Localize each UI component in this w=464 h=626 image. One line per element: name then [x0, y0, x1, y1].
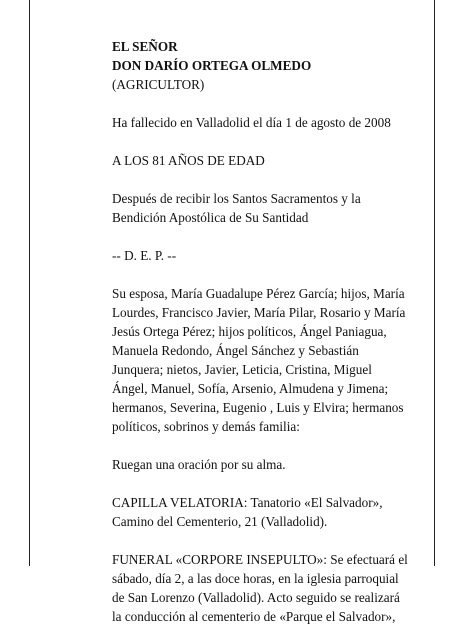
deceased-occupation: (AGRICULTOR)	[112, 77, 205, 92]
sacraments-line-2: Bendición Apostólica de Su Santidad	[112, 210, 309, 225]
funeral-line: la conducción al cementerio de «Parque el Salvador»,	[112, 609, 396, 624]
deceased-name: DON DARÍO ORTEGA OLMEDO	[112, 58, 312, 73]
family-line: hermanos, Severina, Eugenio , Luis y Elvira; hermanos	[112, 400, 404, 415]
funeral-line: sábado, día 2, a las doce horas, en la iglesia parroquial	[112, 571, 399, 586]
right-border-line	[434, 0, 435, 566]
sacraments-block	[112, 189, 430, 227]
family-line: Su esposa, María Guadalupe Pérez García; hijos, María	[112, 286, 405, 301]
family-line: Junquera; nietos, Javier, Leticia, Cristina, Miguel	[112, 362, 372, 377]
prayer-block	[112, 455, 430, 474]
header-title: EL SEÑOR	[112, 39, 178, 54]
chapel-block	[112, 493, 430, 531]
family-line: Lourdes, Francisco Javier, María Pilar, Rosario y María	[112, 305, 406, 320]
header-block	[112, 37, 430, 94]
family-line: Manuela Redondo, Ángel Sánchez y Sebastián	[112, 343, 359, 358]
age-block	[112, 151, 430, 170]
left-border-line	[29, 0, 30, 566]
family-paragraph	[112, 284, 430, 436]
prayer-text: Ruegan una oración por su alma.	[112, 457, 286, 472]
funeral-paragraph	[112, 550, 430, 626]
family-line: políticos, sobrinos y demás familia:	[112, 419, 300, 434]
funeral-line: de San Lorenzo (Valladolid). Acto seguido se realizará	[112, 590, 400, 605]
chapel-line-2: Camino del Cementerio, 21 (Valladolid).	[112, 514, 328, 529]
family-line: Jesús Ortega Pérez; hijos políticos, Ángel Paniagua,	[112, 324, 387, 339]
dep-text: -- D. E. P. --	[112, 248, 177, 263]
death-notice	[112, 113, 430, 132]
age-text: A LOS 81 AÑOS DE EDAD	[112, 153, 265, 168]
family-line: Ángel, Manuel, Sofía, Arsenio, Almudena y Jimena;	[112, 381, 389, 396]
sacraments-line-1: Después de recibir los Santos Sacramentos y la	[112, 191, 361, 206]
chapel-line-1: CAPILLA VELATORIA: Tanatorio «El Salvador»,	[112, 495, 383, 510]
obituary-document	[112, 37, 430, 626]
dep-block	[112, 246, 430, 265]
death-notice-text: Ha fallecido en Valladolid el día 1 de agosto de 2008	[112, 115, 391, 130]
funeral-line: FUNERAL «CORPORE INSEPULTO»: Se efectuará el	[112, 552, 408, 567]
